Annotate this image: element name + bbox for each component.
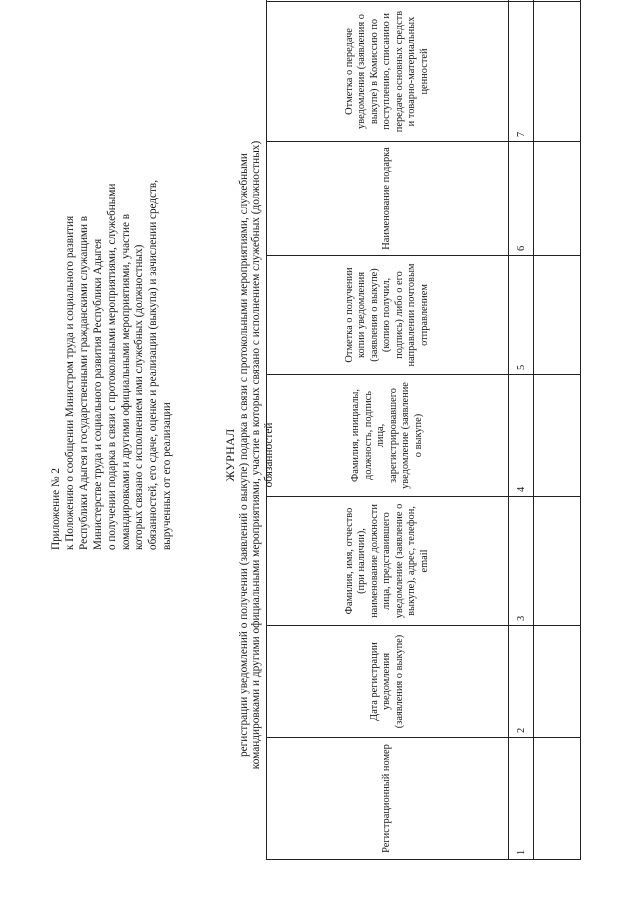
- blank-cell: [534, 375, 581, 497]
- appendix-line: Приложение № 2: [50, 468, 62, 550]
- appendix-line: которых связано с исполнением ими служебных (должностных): [133, 244, 146, 550]
- col-header-submitter: Фамилия, имя, отчество (при наличии), наименование должности лица, представившего уведомление (заявление о выкупе), адрес, телефон, email: [267, 497, 509, 626]
- column-number: 3: [509, 497, 534, 626]
- blank-cell: [534, 497, 581, 626]
- appendix-note: [50, 25, 175, 550]
- appendix-line: командировками и другими официальными мероприятиями, участие в: [119, 213, 132, 550]
- blank-entry-row: [534, 0, 581, 860]
- column-number: 6: [509, 142, 534, 256]
- appendix-line: вырученных от его реализации: [161, 402, 174, 550]
- column-number: [509, 0, 534, 2]
- col-header-commission-transfer: Отметка о передаче уведомления (заявления о выкупе) в Комиссию по поступлению, списанию и передаче основных средств и товарно-материальных ценностей: [267, 2, 509, 142]
- blank-cell: [534, 142, 581, 256]
- header-row: [267, 0, 509, 860]
- appendix-line: о получении подарка в связи с протокольными мероприятиями, служебными: [105, 183, 118, 550]
- journal-subtitle-line: командировками и другими официальными мероприятиями, участие в которых связано с исполнением служебных (должностных): [250, 140, 263, 770]
- col-header-copy-receipt: Отметка о получении копии уведомления (заявления о выкупе) (копию получил, подпись) либо о его направлении почтовым отправлением: [267, 256, 509, 375]
- column-number: 2: [509, 626, 534, 738]
- col-header-registrar: Фамилия, инициалы, должность, подпись лица, зарегистрировавшего уведомление (заявление о выкупе): [267, 375, 509, 497]
- blank-cell: [534, 738, 581, 860]
- blank-cell: [534, 2, 581, 142]
- journal-heading: ЖУРНАЛ: [223, 428, 237, 482]
- appendix-line: к Положению о сообщении Министром труда и социального развития: [63, 215, 76, 550]
- appendix-line: Министерстве труда и социального развития Республики Адыгея: [91, 238, 104, 550]
- blank-cell: [534, 0, 581, 2]
- appendix-line: Республики Адыгея и государственными гражданскими служащими в: [77, 215, 90, 550]
- col-header-reg-number: Регистрационный номер: [267, 738, 509, 860]
- col-header-gift-name: Наименование подарка: [267, 142, 509, 256]
- column-number: 1: [509, 738, 534, 860]
- appendix-line: обязанностей, его сдаче, оценке и реализации (выкупа) и зачислении средств,: [147, 180, 160, 550]
- col-header-accounting: [267, 0, 509, 2]
- blank-cell: [534, 626, 581, 738]
- column-number: 4: [509, 375, 534, 497]
- col-header-reg-date: Дата регистрации уведомления (заявления о выкупе): [267, 626, 509, 738]
- journal-subtitle-line: обязанностей: [262, 422, 275, 488]
- column-number: 5: [509, 256, 534, 375]
- column-numbers-row: [509, 0, 534, 860]
- column-number: 7: [509, 2, 534, 142]
- blank-cell: [534, 256, 581, 375]
- journal-table: [266, 0, 581, 860]
- journal-subtitle-line: регистрации уведомлений о получении (заявлений о выкупе) подарка в связи с протокольными мероприятиями, служебными: [237, 153, 250, 757]
